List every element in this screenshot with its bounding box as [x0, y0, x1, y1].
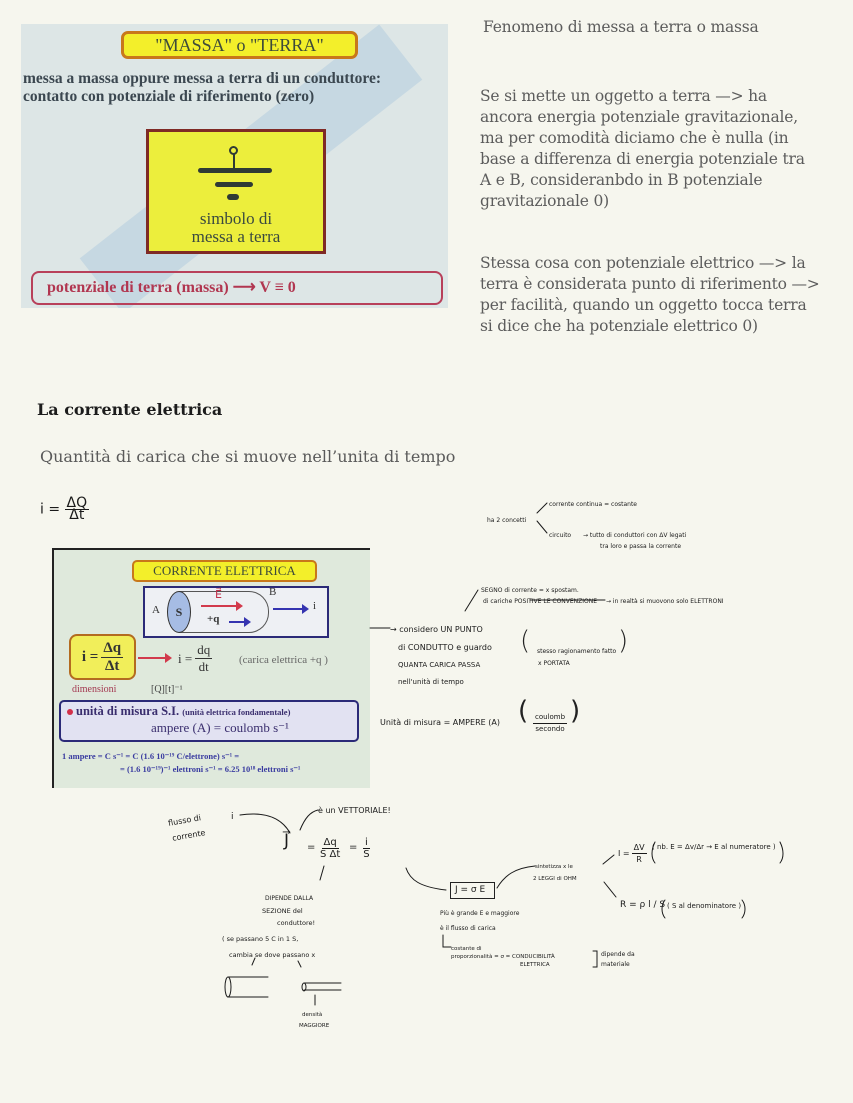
ohm-denominator: R — [636, 855, 642, 864]
hw-ohm-law-1 — [618, 842, 647, 865]
hw-big-e-note: Più è grande E e maggiore — [440, 910, 520, 917]
formula-fraction — [195, 642, 212, 675]
j-fraction — [320, 837, 340, 860]
charge-arrow-icon — [229, 621, 245, 623]
hw-paren-close: ) — [570, 696, 581, 726]
ampere-definition — [62, 750, 300, 776]
hw-density: MAGGIORE — [299, 1023, 330, 1029]
formula-lhs: i = — [40, 501, 61, 518]
slide-massa-terra — [21, 24, 448, 308]
hw-paren-open: ( — [518, 696, 529, 726]
ohm-numerator: ΔV — [633, 843, 645, 852]
si-unit-box — [59, 700, 359, 742]
dimensions-label: dimensioni — [72, 684, 117, 695]
derivative-arrow-icon — [138, 657, 166, 659]
slide-description — [23, 70, 448, 106]
notes-paragraph-1: Se si mette un oggetto a terra —> ha ancora energia potenziale gravitazionale, ma per comodità diciamo che è nulla (in base a differenza di energia potenziale tra A e B, consideranbdo in B potenziale gravitazionale 0) — [480, 87, 805, 210]
hw-concept-2-desc: → tutto di conduttori con ΔV legati — [583, 532, 687, 539]
sigma-line: costante di — [451, 946, 482, 952]
hw-sigma-depends — [601, 950, 635, 970]
ohm-lhs: I = — [618, 849, 630, 858]
hw-consider: QUANTA CARICA PASSA — [398, 661, 481, 669]
hw-sigma-note — [451, 945, 555, 969]
label-b: B — [269, 586, 277, 598]
formula-lhs: i = — [178, 650, 193, 666]
hw-concept-1: corrente continua = costante — [549, 501, 637, 508]
conductor-diagram — [143, 586, 329, 638]
formula-fraction — [101, 640, 123, 675]
hw-section-dep: conduttore! — [277, 919, 316, 927]
hw-flux-label: corrente — [171, 828, 207, 843]
hw-passing: cambia se dove passano x — [229, 951, 316, 959]
formula-denominator: dt — [198, 659, 209, 674]
sigma-line: proporzionalità = σ = CONDUCIBILITÀ — [451, 954, 555, 960]
sigma-depends-line: dipende da — [601, 951, 635, 958]
hw-equals: = — [349, 842, 358, 853]
dimensions-value: [Q][t]⁻¹ — [151, 684, 183, 695]
hw-concept-2-desc: tra loro e passa la corrente — [600, 543, 682, 550]
formula-numerator: ΔQ — [66, 495, 88, 511]
section-title: La corrente elettrica — [37, 400, 223, 419]
hw-unit-fraction — [533, 712, 567, 735]
sigma-depends-line: materiale — [601, 961, 630, 968]
formula-lhs: i = — [81, 648, 99, 665]
hw-ohm-note: sintetizza x le — [535, 864, 573, 870]
hw-ohm-note: 2 LEGGI di OHM — [533, 876, 577, 882]
ampere-line: 1 ampere = C s⁻¹ = C (1.6 10⁻¹⁹ C/elettrone) s⁻¹ = — [62, 751, 240, 761]
slide-corrente-elettrica — [52, 548, 370, 788]
hw-big-e-note: è il flusso di carica — [440, 925, 496, 932]
unit-denominator: secondo — [535, 725, 565, 733]
notes-paragraph-2: Stessa cosa con potenziale elettrico —> la terra è considerata punto di riferimento —> per facilità, quando un oggetto tocca terra si dice che ha potenziale elettrico 0) — [480, 254, 820, 335]
si-line-2: ampere (A) = coulomb s⁻¹ — [151, 720, 289, 735]
ground-symbol-box — [146, 129, 326, 254]
j-denominator: S Δt — [320, 849, 341, 860]
cross-section: S — [167, 591, 191, 633]
ground-potential-box: potenziale di terra (massa) ⟶ V ≡ 0 — [31, 271, 443, 305]
hw-consider: nell'unità di tempo — [398, 678, 464, 686]
hw-consider: di CONDUTTO e guardo — [398, 643, 492, 652]
si-line-1 — [67, 704, 290, 719]
hw-section-dep: DIPENDE DALLA — [265, 895, 314, 902]
handwritten-current-formula — [40, 495, 89, 523]
j-denominator: S — [363, 849, 370, 860]
sigma-line: ELETTRICA — [520, 962, 550, 968]
symbol-label-line: simbolo di — [199, 209, 273, 228]
cylinder-body — [179, 591, 269, 633]
hw-vector-note: è un VETTORIALE! — [318, 806, 391, 815]
hw-paren-close: ) — [618, 626, 629, 656]
hw-flux-i: i — [231, 812, 234, 822]
formula-denominator: Δt — [69, 507, 85, 523]
unit-numerator: coulomb — [533, 712, 567, 724]
hw-ohm-law-2: R = ρ l / S — [620, 900, 666, 910]
symbol-label-line: messa a terra — [191, 227, 281, 246]
hw-section-dep: SEZIONE del — [262, 907, 303, 915]
hw-passing: ( se passano 5 C in 1 S, — [222, 935, 299, 943]
hw-ohm-law-1-note: ( nb. E = Δv/Δr → E al numeratore ) — [652, 843, 776, 851]
current-arrow-icon — [273, 608, 303, 610]
section-subtitle: Quantità di carica che si muove nell’unita di tempo — [40, 447, 456, 466]
si-label: unità di misura S.I. — [76, 704, 180, 718]
label-a: A — [152, 604, 160, 616]
hw-reasoning: stesso ragionamento fatto — [537, 648, 617, 655]
hw-sign-note: di cariche POSITIVE LE CONVENZIONE — [483, 598, 598, 605]
label-i: i — [313, 600, 317, 612]
hw-sign-note: → in realtà si muovono solo ELETTRONI — [606, 598, 724, 605]
hw-j-fraction — [320, 837, 340, 860]
hw-two-concepts: ha 2 concetti — [487, 517, 527, 524]
description-line: messa a massa oppure messa a terra di un conduttore: — [23, 70, 382, 87]
e-field-arrow-icon — [201, 605, 237, 607]
description-line: contatto con potenziale di riferimento (zero) — [23, 88, 315, 105]
j-numerator: Δq — [323, 837, 337, 848]
si-note: (unità elettrica fondamentale) — [182, 707, 291, 717]
hw-concept-2: circuito — [549, 532, 572, 539]
slide-title: CORRENTE ELETTRICA — [132, 560, 317, 582]
hw-j-vector: J⃗ — [284, 831, 290, 851]
current-formula-box — [69, 634, 136, 680]
slide-title: "MASSA" o "TERRA" — [121, 31, 358, 59]
ohm-fraction — [632, 842, 647, 865]
hw-ohm-formula-box: J = σ E — [450, 882, 495, 899]
bullet-icon — [67, 709, 73, 715]
formula-fraction — [65, 495, 90, 523]
ampere-line: = (1.6 10⁻¹⁹)⁻¹ elettroni s⁻¹ = 6.25 10¹⁸ elettroni s⁻¹ — [120, 764, 301, 774]
label-charge: +q — [207, 613, 220, 625]
hw-sign-note: SEGNO di corrente = x spostam. — [481, 587, 579, 594]
hw-ohm-law-2-note: ( S al denominatore ) — [667, 902, 742, 910]
label-e-field: E⃗ — [215, 589, 222, 601]
j-fraction-2 — [363, 837, 370, 860]
hw-j-fraction-2 — [363, 837, 370, 860]
ground-symbol-label — [149, 210, 323, 246]
formula-numerator: dq — [197, 642, 211, 657]
formula-denominator: Δt — [105, 657, 120, 674]
hw-reasoning: x PORTATA — [538, 660, 570, 667]
hw-paren-open: ( — [520, 626, 531, 656]
charge-note: (carica elettrica +q ) — [239, 654, 328, 666]
unit-fraction — [533, 712, 567, 735]
notes-heading: Fenomeno di messa a terra o massa — [483, 18, 759, 36]
derivative-formula — [178, 642, 212, 675]
hw-unit-label: Unità di misura = AMPERE (A) — [380, 718, 500, 727]
hw-equals: = — [307, 842, 316, 853]
formula-numerator: Δq — [103, 639, 122, 656]
hw-flux-label: flusso di — [167, 813, 202, 828]
hw-consider: → considero UN PUNTO — [390, 625, 483, 634]
j-numerator: i — [365, 837, 368, 848]
hw-density: densità — [302, 1012, 323, 1018]
